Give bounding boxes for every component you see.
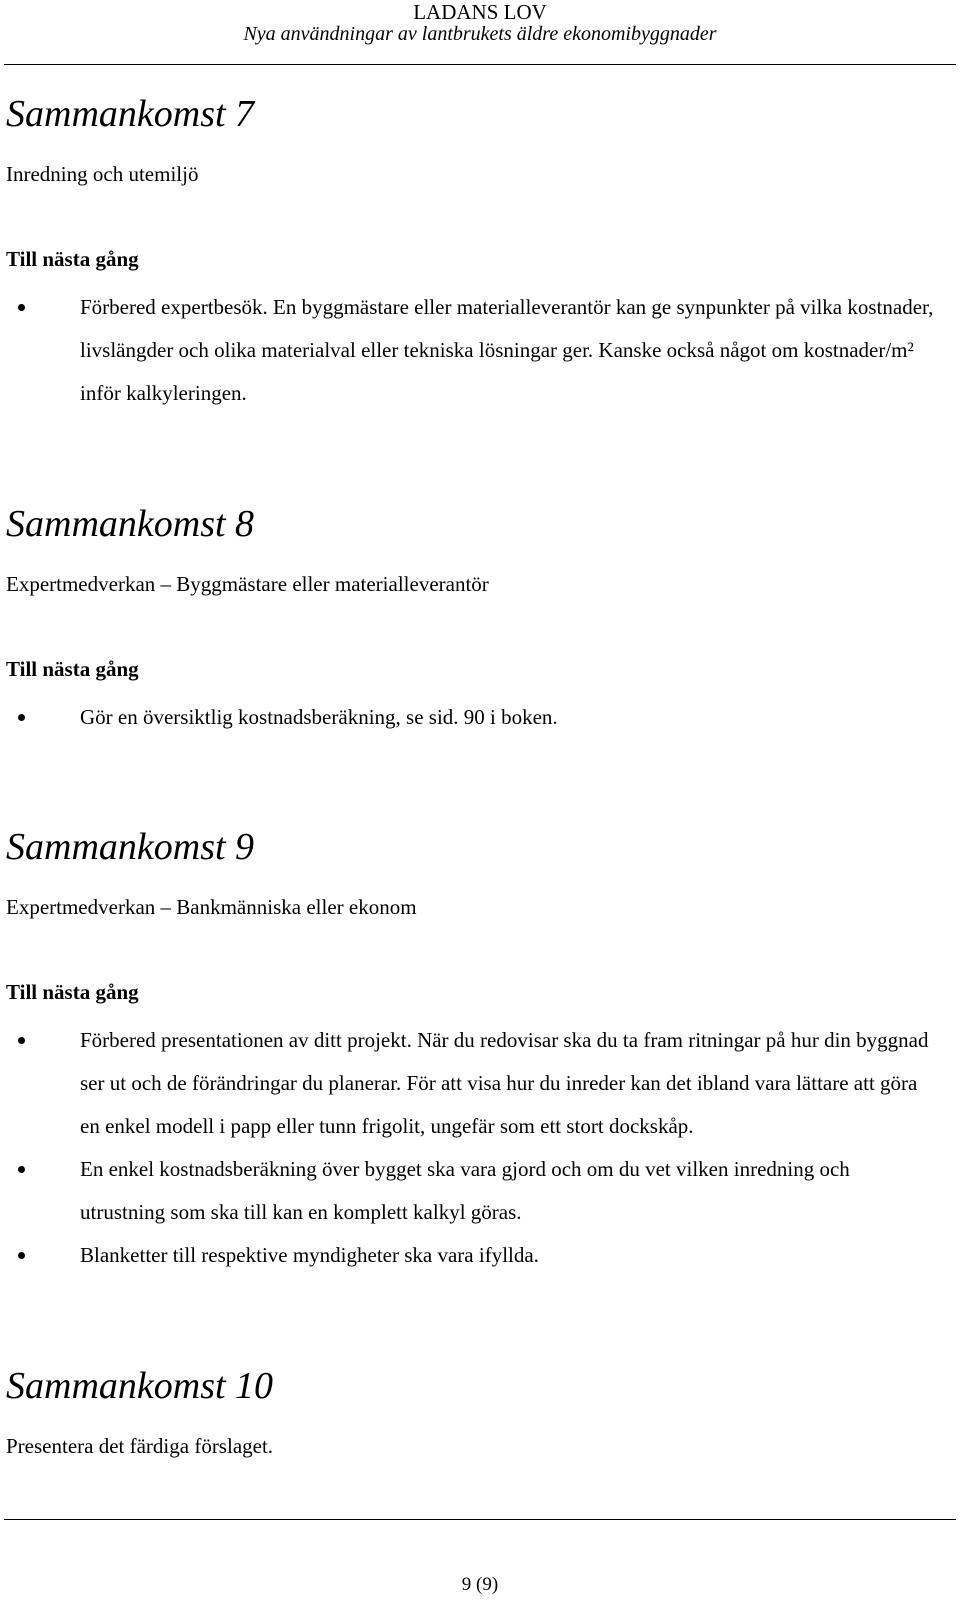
page-header	[0, 0, 960, 64]
section-description: Inredning och utemiljö	[6, 162, 199, 186]
section-sammankomst-9	[6, 825, 936, 1277]
list-item: En enkel kostnadsberäkning över bygget ska vara gjord och om du vet vilken inredning och utrustning som ska till kan en komplett kalkyl göras.	[6, 1148, 936, 1234]
section-title: Sammankomst 10	[6, 1365, 274, 1407]
list-item: Gör en översiktlig kostnadsberäkning, se sid. 90 i boken.	[6, 696, 936, 739]
section-description: Expertmedverkan – Bankmänniska eller ekonom	[6, 895, 417, 919]
list-item: Förbered expertbesök. En byggmästare eller materialleverantör kan ge synpunkter på vilka kostnader, livslängder och olika materialval eller tekniska lösningar ger. Kanske också något om kostnader/m² inför kalkyleringen.	[6, 286, 936, 415]
list-item: Förbered presentationen av ditt projekt. När du redovisar ska du ta fram ritningar på hur din byggnad ser ut och de förändringar du planerar. För att visa hur du inreder kan det ibland vara lättare att göra en enkel modell i papp eller tunn frigolit, ungefär som ett stort dockskåp.	[6, 1019, 936, 1148]
task-list	[6, 696, 936, 739]
section-sammankomst-10	[6, 1364, 936, 1459]
section-title: Sammankomst 7	[6, 93, 255, 135]
task-list	[6, 1019, 936, 1277]
header-divider	[4, 64, 956, 65]
section-sammankomst-7	[6, 92, 936, 415]
next-time-label: Till nästa gång	[6, 247, 139, 271]
section-description: Expertmedverkan – Byggmästare eller materialleverantör	[6, 572, 489, 596]
document-title: LADANS LOV	[413, 0, 547, 24]
section-description: Presentera det färdiga förslaget.	[6, 1434, 274, 1458]
footer-divider	[4, 1519, 956, 1520]
task-list	[6, 286, 936, 415]
document-subtitle: Nya användningar av lantbrukets äldre ekonomibyggnader	[243, 23, 717, 45]
page-number: 9 (9)	[461, 1574, 499, 1595]
next-time-label: Till nästa gång	[6, 980, 139, 1004]
section-title: Sammankomst 9	[6, 826, 255, 868]
next-time-label: Till nästa gång	[6, 657, 139, 681]
section-title: Sammankomst 8	[6, 503, 255, 545]
list-item: Blanketter till respektive myndigheter ska vara ifyllda.	[6, 1234, 936, 1277]
section-sammankomst-8	[6, 502, 936, 739]
